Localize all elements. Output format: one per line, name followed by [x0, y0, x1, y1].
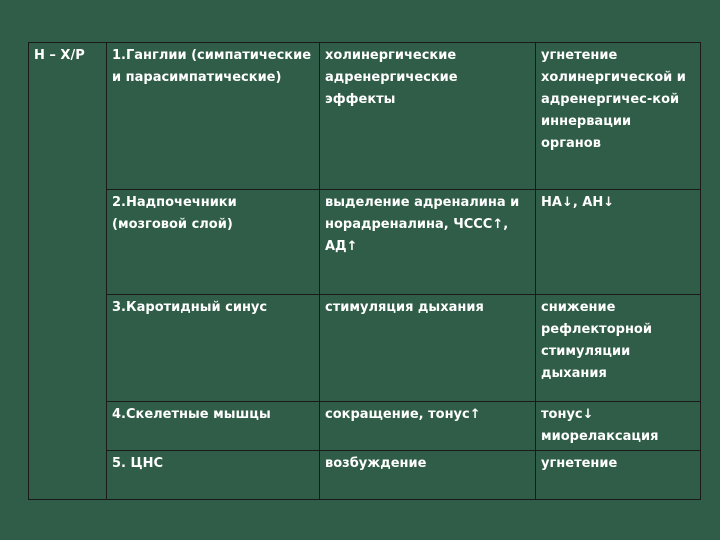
effect-cell: сокращение, тонус↑	[320, 402, 536, 451]
result-cell: угнетение	[536, 451, 701, 500]
result-cell: тонус↓ миорелаксация	[536, 402, 701, 451]
result-cell: снижение рефлекторной стимуляции дыхания	[536, 295, 701, 402]
effect-cell: выделение адреналина и норадреналина, ЧССС↑, АД↑	[320, 190, 536, 295]
table-row	[29, 43, 701, 190]
organ-cell: 1.Ганглии (симпатические и парасимпатические)	[107, 43, 320, 190]
table-row	[29, 451, 701, 500]
result-cell: НА↓, АН↓	[536, 190, 701, 295]
effect-cell: стимуляция дыхания	[320, 295, 536, 402]
table-row	[29, 190, 701, 295]
organ-cell: 2.Надпочечники (мозговой слой)	[107, 190, 320, 295]
effect-cell: возбуждение	[320, 451, 536, 500]
result-cell: угнетение холинергической и адренергичес-кой иннервации органов	[536, 43, 701, 190]
effects-table	[28, 42, 701, 500]
organ-cell: 3.Каротидный синус	[107, 295, 320, 402]
row-header-cell: Н – Х/Р	[29, 43, 107, 500]
table-row	[29, 295, 701, 402]
effect-cell: холинергические адренергические эффекты	[320, 43, 536, 190]
organ-cell: 4.Скелетные мышцы	[107, 402, 320, 451]
table-row	[29, 402, 701, 451]
organ-cell: 5. ЦНС	[107, 451, 320, 500]
